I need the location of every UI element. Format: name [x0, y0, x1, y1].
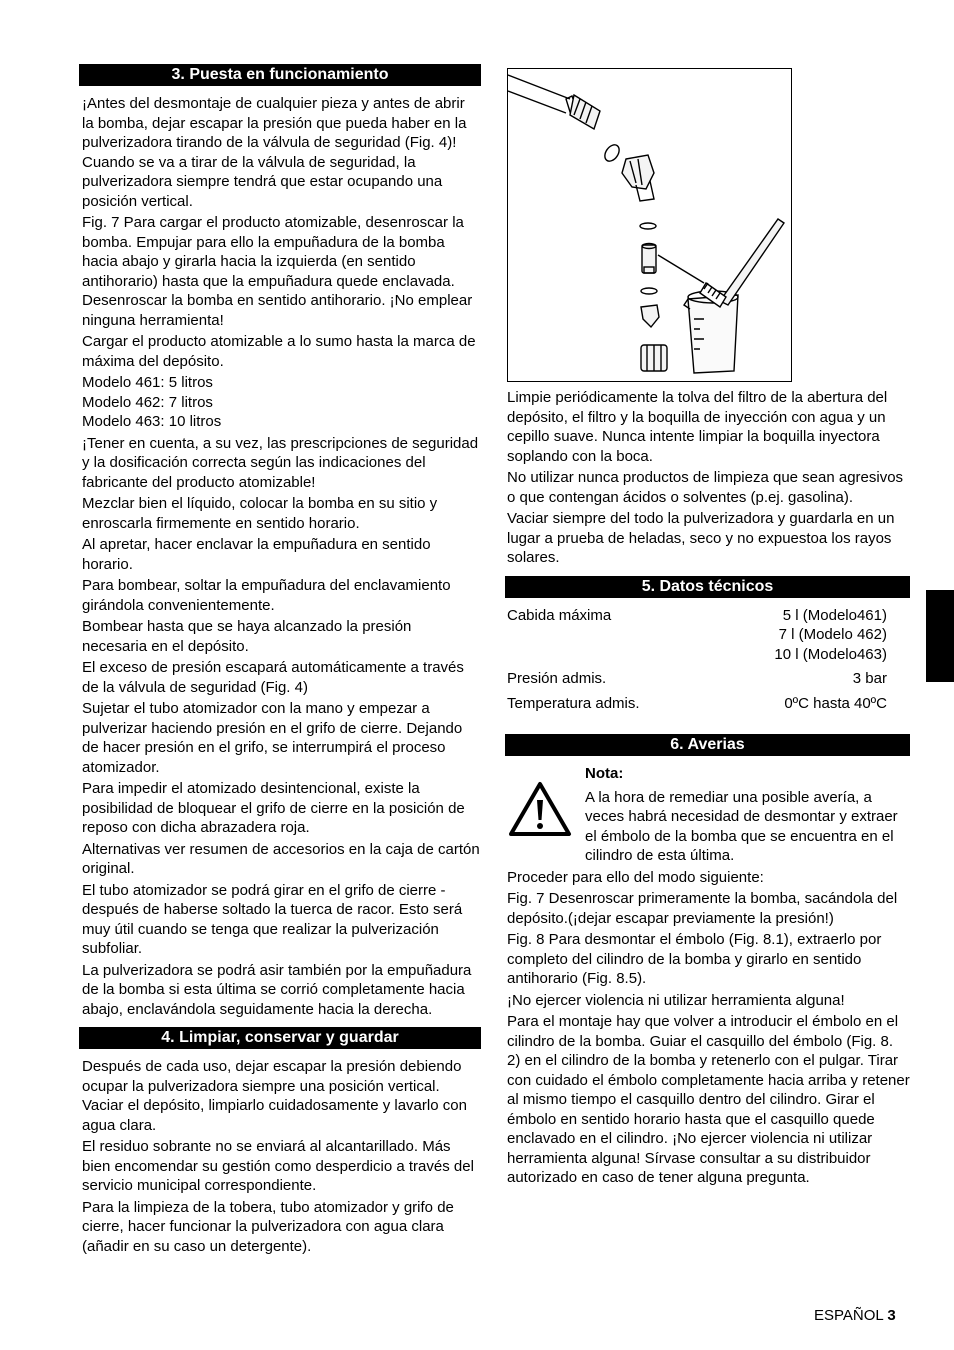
- table-row: [507, 664, 887, 689]
- paragraph: Para la limpieza de la tobera, tubo atomizador y grifo de cierre, hacer funcionar la pulverizadora con agua clara (añadir en su caso un detergente).: [82, 1198, 454, 1255]
- language-tab-marker: [926, 590, 954, 682]
- technical-data-table: [507, 606, 887, 714]
- tech-label: Cabida máxima: [507, 606, 612, 624]
- paragraph: Sujetar el tubo atomizador con la mano y empezar a pulverizar haciendo presión en el grifo de cierre. Dejando de hacer presión en el grifo, se interrumpirá el proceso atomizador.: [82, 700, 463, 776]
- model-list: [82, 373, 480, 432]
- tech-label: Presión admis.: [507, 670, 607, 687]
- tech-value: 3 bar: [852, 670, 887, 687]
- paragraph: Fig. 7 Para cargar el producto atomizable, desenroscar la bomba. Empujar para ello la empuñadura de la bomba hacia abajo y girarla hacia la izquierda (en sentido antihorario) hasta que la empuñadura quede enclavada. Desenroscar la bomba en sentido antihorario. ¡No emplear ninguna herramienta!: [82, 214, 473, 329]
- paragraph: Fig. 8 Para desmontar el émbolo (Fig. 8.1), extraerlo por completo del cilindro de la bomba y girarlo en sentido antihorario (Fig. 8.5).: [507, 931, 882, 987]
- paragraph: Después de cada uso, dejar escapar la presión debiendo ocupar la pulverizadora siempre una posición vertical. Vaciar el depósito, limpiarlo cuidadosamente y lavarlo con agua clara.: [82, 1058, 467, 1134]
- paragraph: Para el montaje hay que volver a introducir el émbolo en el cilindro de la bomba. Guiar el casquillo del émbolo (Fig. 8. 2) en el cilindro de la bomba y retenerlo con el pulgar. Tirar con cuidado el émbolo completamente hacia arriba y retener al mismo tiempo el casquillo dentro del cilindro. Girar el émbolo en sentido horario hasta que el casquillo quede enclavado en el cilindro. ¡No ejercer violencia ni utilizar herramienta alguna! Sírvase consultar a su distribuidor autorizado en caso de tener alguna pregunta.: [507, 1013, 910, 1186]
- tech-value: 10 l (Modelo463): [774, 645, 887, 663]
- paragraph: La pulverizadora se podrá asir también por la empuñadura de la bomba si esta última se corrió completamente hacia abajo, enclavándola seguidamente hacia la derecha.: [82, 961, 472, 1018]
- nozzle-parts-figure: [507, 68, 792, 382]
- table-row: [507, 625, 887, 645]
- paragraph: El tubo atomizador se podrá girar en el grifo de cierre - después de haberse soltado la tuerca de racor. Esto será muy útil cuando se tenga que realizar la pulverización subfoliar.: [82, 881, 463, 957]
- paragraph: ¡Tener en cuenta, a su vez, las prescripciones de seguridad y la dosificación correcta según las indicaciones del fabricante del producto atomizable!: [82, 434, 479, 491]
- paragraph: Limpie periódicamente la tolva del filtro de la abertura del depósito, el filtro y la boquilla de inyección con agua y un cepillo suave. Nunca intente limpiar la boquilla inyectora soplando con la boca.: [507, 389, 888, 465]
- paragraph: Al apretar, hacer enclavar la empuñadura en sentido horario.: [82, 536, 431, 573]
- page-footer: [814, 1306, 896, 1326]
- paragraph: Mezclar bien el líquido, colocar la bomba en su sitio y enroscarla firmemente en sentido horario.: [82, 495, 438, 532]
- paragraph: No utilizar nunca productos de limpieza que sean agresivos o que contengan ácidos o solventes (p.ej. gasolina).: [507, 469, 904, 506]
- table-row: [507, 645, 887, 665]
- paragraph: Cargar el producto atomizable a lo sumo hasta la marca de máxima del depósito.: [82, 333, 476, 370]
- paragraph: Vaciar siempre del todo la pulverizadora y guardarla en un lugar a prueba de heladas, seco y no expuestoa los rayos solares.: [507, 510, 895, 566]
- footer-language: ESPAÑOL: [814, 1307, 884, 1324]
- page-number: 3: [887, 1307, 896, 1324]
- tech-label: Temperatura admis.: [507, 694, 640, 712]
- paragraph: ¡No ejercer violencia ni utilizar herramienta alguna!: [507, 991, 845, 1009]
- paragraph: El residuo sobrante no se enviará al alcantarillado. Más bien encomendar su gestión como desperdicio a través del servicio municipal correspondiente.: [82, 1138, 474, 1194]
- model-item: Modelo 462: 7 litros: [82, 393, 213, 411]
- paragraph: Fig. 7 Desenroscar primeramente la bomba, sacándola del depósito.(¡dejar escapar previamente la presión!): [507, 890, 898, 927]
- paragraph: Proceder para ello del modo siguiente:: [507, 868, 764, 886]
- tech-value: 5 l (Modelo461): [782, 606, 887, 624]
- note-text-body: A la hora de remediar una posible avería, a veces habrá necesidad de desmontar y extraer el émbolo de la bomba que se encuentra en el cilindro de esta última.: [585, 788, 898, 864]
- tech-value: 0ºC hasta 40ºC: [784, 694, 887, 712]
- note-block: [505, 764, 910, 866]
- warning-triangle-icon: [507, 780, 573, 838]
- paragraph: ¡Antes del desmontaje de cualquier pieza y antes de abrir la bomba, dejar escapar la presión que pueda haber en la pulverizadora tirando de la válvula de seguridad (Fig. 4)! Cuando se va a tirar de la válvula de seguridad, la pulverizadora siempre tendrá que estar ocupando una posición vertical.: [82, 95, 467, 210]
- note-title: Nota:: [585, 765, 624, 782]
- section-4-heading: 4. Limpiar, conservar y guardar: [79, 1027, 481, 1049]
- section-3-heading: 3. Puesta en funcionamiento: [79, 64, 481, 86]
- model-item: Modelo 461: 5 litros: [82, 374, 213, 391]
- paragraph: Bombear hasta que se haya alcanzado la presión necesaria en el depósito.: [82, 618, 412, 655]
- paragraph: Para bombear, soltar la empuñadura del enclavamiento girándola convenientemente.: [82, 577, 451, 614]
- model-item: Modelo 463: 10 litros: [82, 413, 222, 430]
- table-row: [507, 606, 887, 626]
- paragraph: Para impedir el atomizado desintencional, existe la posibilidad de bloquear el grifo de cierre en la posición de reposo con dicha abrazadera roja.: [82, 780, 465, 836]
- paragraph: Alternativas ver resumen de accesorios en la caja de cartón original.: [82, 840, 480, 877]
- nozzle-parts-cleaning-illustration-icon: [508, 69, 791, 381]
- right-column: [505, 64, 910, 1190]
- left-column: [80, 64, 480, 1258]
- table-row: [507, 689, 887, 714]
- paragraph: El exceso de presión escapará automáticamente a través de la válvula de seguridad (Fig. 4): [82, 659, 464, 696]
- section-5-heading: 5. Datos técnicos: [505, 576, 910, 598]
- tech-value: 7 l (Modelo 462): [778, 626, 887, 643]
- section-6-heading: 6. Averias: [505, 734, 910, 756]
